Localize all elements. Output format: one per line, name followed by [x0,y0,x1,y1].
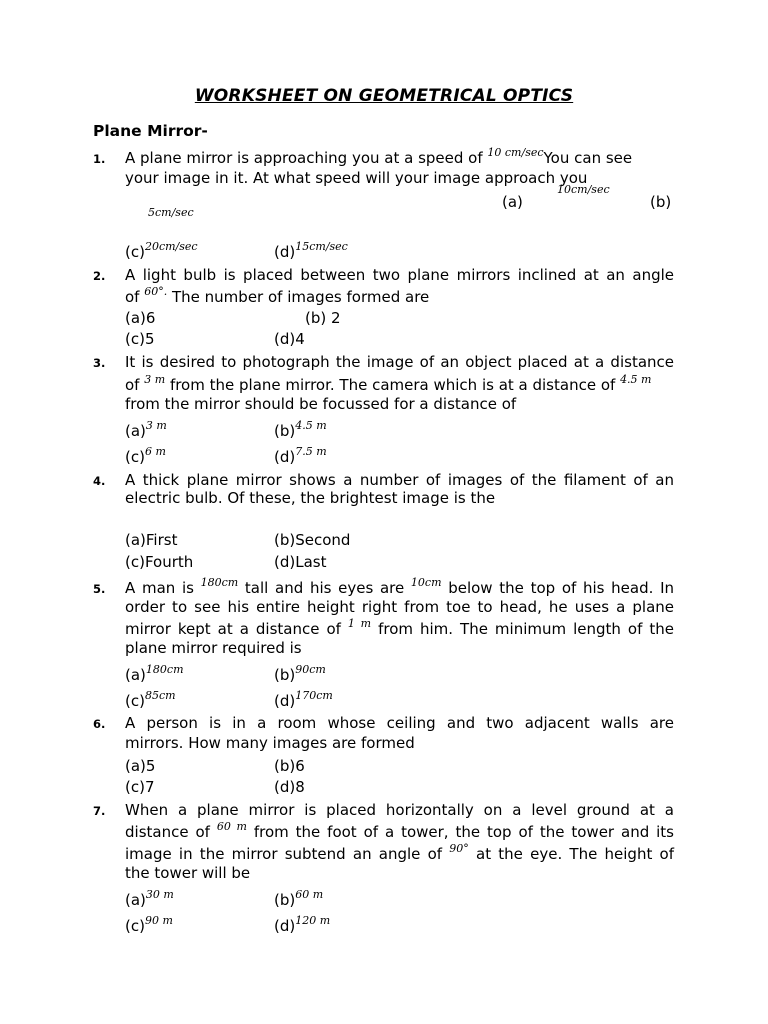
option-b: (b)Second [274,531,351,549]
math-expression: 4.5 m [620,373,652,386]
option-a-label: (a) [502,193,523,211]
option-c: $(c)^{90 m}$ [125,914,173,935]
question-text: order to see his entire height right from toe to head, he uses a plane [125,598,674,616]
question-text: A person is in a room whose ceiling and two adjacent walls are [125,714,674,732]
option-b: (b) 2 [305,309,341,327]
section-heading: Plane Mirror- [93,122,208,140]
option-b: (b)6 [274,757,305,775]
question-number: 1. [93,152,106,166]
question-number: 6. [93,717,106,731]
option-c: (c)7 [125,778,155,796]
option-d: (d)Last [274,553,327,571]
worksheet-title: WORKSHEET ON GEOMETRICAL OPTICS [194,86,574,106]
math-expression: 10cm [410,576,442,589]
option-c: (c)Fourth [125,553,194,571]
option-b: $(b)^{4.5 m}$ [274,419,327,440]
option-a: $(a)^{30 m}$ [125,888,174,909]
option-c: $(c)^{6 m}$ [125,445,166,466]
option-a: $(a)^{180cm}$ [125,663,184,684]
question-text: of $^{3 m}$ from the plane mirror. The camera which is at a distance of $^{4.5 m}$ [125,373,652,394]
option-b-value: 5cm/sec [148,206,194,219]
option-b: $(b)^{90cm}$ [274,663,326,684]
option-d: $(d)^{120 m}$ [274,914,331,935]
question-text: of $^{60^\circ.}$ The number of images formed are [125,285,430,306]
question-text: your image in it. At what speed will your image approach you [125,169,588,187]
math-expression: 180cm [200,576,239,589]
question-number: 3. [93,356,106,370]
option-a: (a)First [125,531,178,549]
question-text: from the mirror should be focussed for a distance of [125,395,517,413]
option-c: $(c)^{20cm/sec}$ [125,240,198,261]
question-text: A light bulb is placed between two plane mirrors inclined at an angle [125,266,674,284]
question-number: 4. [93,474,106,488]
question-text: mirrors. How many images are formed [125,734,415,752]
math-expression: 60°. [144,285,168,298]
option-b-label: (b) [650,193,672,211]
question-text: mirror kept at a distance of $^{1 m}$ from him. The minimum length of the [125,617,674,638]
question-text: A plane mirror is approaching you at a speed of $^{10 cm/sec}$You can see [125,146,633,167]
question-number: 2. [93,269,106,283]
math-expression: 10 cm/sec [487,146,544,159]
option-d: $(d)^{15cm/sec}$ [274,240,348,261]
option-d: $(d)^{7.5 m}$ [274,445,327,466]
question-text: image in the mirror subtend an angle of $^{90^\circ}$ at the eye. The height of [125,842,674,863]
option-a: (a)5 [125,757,156,775]
question-text: A thick plane mirror shows a number of images of the filament of an [125,471,674,489]
question-text: the tower will be [125,864,251,882]
question-text: It is desired to photograph the image of an object placed at a distance [125,353,674,371]
option-d: (d)8 [274,778,305,796]
question-number: 7. [93,804,106,818]
option-a-value: 10cm/sec [557,183,610,196]
question-text: When a plane mirror is placed horizontally on a level ground at a [125,801,674,819]
math-expression: 1 m [347,617,372,630]
question-text: distance of $^{60 m}$ from the foot of a tower, the top of the tower and its [125,820,674,841]
math-expression: 90° [449,842,469,855]
question-text: electric bulb. Of these, the brightest image is the [125,489,496,507]
question-text: A man is $^{180cm}$ tall and his eyes are $^{10cm}$ below the top of his head. In [125,576,675,597]
question-text: plane mirror required is [125,639,302,657]
option-b: $(b)^{60 m}$ [274,888,324,909]
option-d: (d)4 [274,330,305,348]
math-expression: 3 m [144,373,166,386]
question-number: 5. [93,582,106,596]
option-d: $(d)^{170cm}$ [274,689,333,710]
option-a: (a)6 [125,309,156,327]
option-c: (c)5 [125,330,155,348]
math-expression: 60 m [216,820,247,833]
option-c: $(c)^{85cm}$ [125,689,176,710]
option-a: $(a)^{3 m}$ [125,419,167,440]
